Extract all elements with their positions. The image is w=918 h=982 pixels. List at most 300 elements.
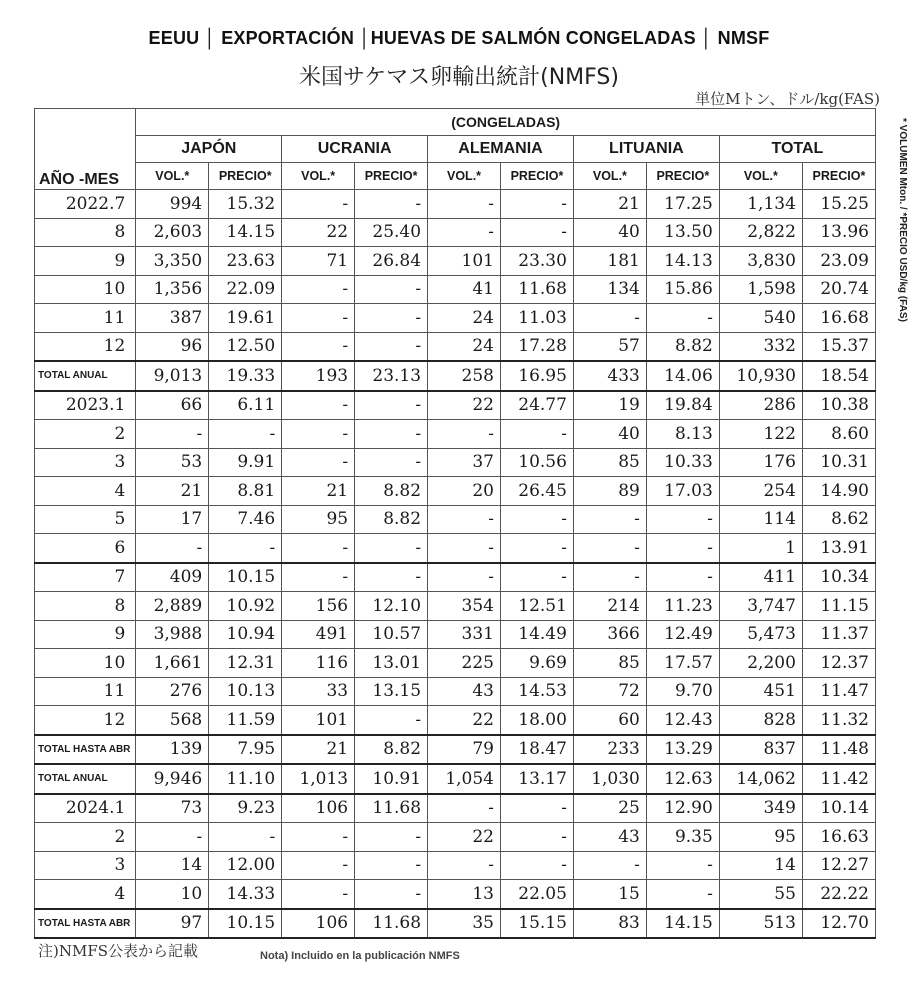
price-cell: 13.01 <box>355 649 428 678</box>
price-cell: 11.10 <box>209 764 282 794</box>
row-label: 12 <box>35 706 136 735</box>
volume-cell: 106 <box>282 794 355 823</box>
table-row <box>35 823 876 852</box>
price-cell: 7.46 <box>209 505 282 534</box>
volume-cell: 21 <box>573 190 646 219</box>
price-cell: - <box>355 391 428 420</box>
price-cell: - <box>355 563 428 592</box>
table-row <box>35 448 876 477</box>
price-cell: 15.15 <box>501 909 574 939</box>
volume-cell: 95 <box>719 823 802 852</box>
row-label: 2023.1 <box>35 391 136 420</box>
price-cell: - <box>646 880 719 909</box>
volume-cell: 20 <box>428 477 501 506</box>
country-header: JAPÓN <box>136 136 282 163</box>
price-cell: - <box>646 851 719 880</box>
price-cell: - <box>355 851 428 880</box>
price-cell: 17.03 <box>646 477 719 506</box>
price-cell: 19.61 <box>209 304 282 333</box>
price-cell: - <box>355 304 428 333</box>
volume-cell: 258 <box>428 361 501 391</box>
volume-cell: 21 <box>282 477 355 506</box>
price-cell: - <box>501 794 574 823</box>
volume-cell: 1,598 <box>719 275 802 304</box>
volume-cell: 73 <box>136 794 209 823</box>
volume-cell: 3,747 <box>719 592 802 621</box>
volume-cell: 491 <box>282 620 355 649</box>
price-cell: 8.60 <box>802 420 875 449</box>
volume-cell: 17 <box>136 505 209 534</box>
volume-cell: 66 <box>136 391 209 420</box>
row-label: 11 <box>35 677 136 706</box>
volume-cell: 994 <box>136 190 209 219</box>
corner-header: AÑO -MES <box>35 109 136 190</box>
volume-cell: 193 <box>282 361 355 391</box>
volume-cell: 2,603 <box>136 218 209 247</box>
units-side-note: * VOLUMEN Mton. / *PRECIO USD/kg (FAS) <box>897 118 908 322</box>
table-row <box>35 218 876 247</box>
group-header: (CONGELADAS) <box>136 109 876 136</box>
row-label: 9 <box>35 247 136 276</box>
volume-cell: 1,013 <box>282 764 355 794</box>
price-cell: 12.70 <box>802 909 875 939</box>
price-cell: 10.34 <box>802 563 875 592</box>
total-row <box>35 909 876 939</box>
volume-cell: 14,062 <box>719 764 802 794</box>
row-label: 4 <box>35 477 136 506</box>
volume-cell: 15 <box>573 880 646 909</box>
price-cell: 12.31 <box>209 649 282 678</box>
price-cell: 14.15 <box>209 218 282 247</box>
price-cell: 9.91 <box>209 448 282 477</box>
table-row <box>35 592 876 621</box>
volume-cell: 40 <box>573 218 646 247</box>
volume-cell: 5,473 <box>719 620 802 649</box>
price-cell: 15.32 <box>209 190 282 219</box>
volume-cell: 60 <box>573 706 646 735</box>
volume-cell: 97 <box>136 909 209 939</box>
price-cell: - <box>355 275 428 304</box>
table-row <box>35 247 876 276</box>
volume-cell: - <box>282 304 355 333</box>
volume-cell: 332 <box>719 332 802 361</box>
price-cell: 23.13 <box>355 361 428 391</box>
price-cell: 20.74 <box>802 275 875 304</box>
price-cell: 8.82 <box>646 332 719 361</box>
unit-label: 単位Mトン、ドル/kg(FAS) <box>695 90 880 108</box>
price-cell: 23.09 <box>802 247 875 276</box>
price-header: PRECIO* <box>646 163 719 190</box>
row-label: 9 <box>35 620 136 649</box>
volume-cell: - <box>428 794 501 823</box>
volume-cell: 3,988 <box>136 620 209 649</box>
price-cell: 13.96 <box>802 218 875 247</box>
total-row <box>35 361 876 391</box>
country-header-row <box>35 136 876 163</box>
volume-cell: 837 <box>719 735 802 765</box>
price-cell: 24.77 <box>501 391 574 420</box>
volume-cell: 1,134 <box>719 190 802 219</box>
volume-cell: 71 <box>282 247 355 276</box>
volume-cell: 433 <box>573 361 646 391</box>
price-cell: 16.63 <box>802 823 875 852</box>
price-cell: 14.53 <box>501 677 574 706</box>
volume-cell: 43 <box>573 823 646 852</box>
price-cell: 11.68 <box>355 909 428 939</box>
volume-cell: 10 <box>136 880 209 909</box>
price-cell: 25.40 <box>355 218 428 247</box>
price-cell: 12.49 <box>646 620 719 649</box>
price-cell: 16.68 <box>802 304 875 333</box>
price-cell: 7.95 <box>209 735 282 765</box>
volume-cell: 225 <box>428 649 501 678</box>
price-cell: - <box>501 563 574 592</box>
total-row <box>35 735 876 765</box>
volume-cell: - <box>573 534 646 563</box>
volume-cell: 3,830 <box>719 247 802 276</box>
table-row <box>35 420 876 449</box>
price-cell: 13.15 <box>355 677 428 706</box>
price-cell: - <box>501 534 574 563</box>
price-cell: - <box>501 420 574 449</box>
price-cell: 14.06 <box>646 361 719 391</box>
volume-cell: 83 <box>573 909 646 939</box>
row-label: 2024.1 <box>35 794 136 823</box>
price-cell: 10.94 <box>209 620 282 649</box>
volume-header: VOL.* <box>719 163 802 190</box>
price-cell: 15.25 <box>802 190 875 219</box>
row-label: 3 <box>35 851 136 880</box>
price-cell: 22.05 <box>501 880 574 909</box>
price-cell: 12.43 <box>646 706 719 735</box>
row-label: 4 <box>35 880 136 909</box>
volume-cell: 14 <box>719 851 802 880</box>
volume-cell: - <box>136 534 209 563</box>
volume-cell: 40 <box>573 420 646 449</box>
price-cell: 13.17 <box>501 764 574 794</box>
price-cell: - <box>355 534 428 563</box>
volume-header: VOL.* <box>573 163 646 190</box>
price-cell: 22.22 <box>802 880 875 909</box>
price-cell: 10.14 <box>802 794 875 823</box>
volume-cell: 24 <box>428 304 501 333</box>
table-row <box>35 391 876 420</box>
price-cell: - <box>355 880 428 909</box>
price-cell: 10.31 <box>802 448 875 477</box>
volume-cell: 349 <box>719 794 802 823</box>
table-row <box>35 649 876 678</box>
row-label: 11 <box>35 304 136 333</box>
table-row <box>35 275 876 304</box>
price-cell: 10.15 <box>209 563 282 592</box>
volume-cell: 79 <box>428 735 501 765</box>
volume-cell: 1,054 <box>428 764 501 794</box>
volume-cell: - <box>282 275 355 304</box>
volume-cell: 513 <box>719 909 802 939</box>
price-cell: 14.13 <box>646 247 719 276</box>
volume-cell: 9,013 <box>136 361 209 391</box>
total-row <box>35 764 876 794</box>
price-cell: 14.15 <box>646 909 719 939</box>
price-cell: 12.50 <box>209 332 282 361</box>
row-label: 3 <box>35 448 136 477</box>
volume-cell: 354 <box>428 592 501 621</box>
volume-cell: 411 <box>719 563 802 592</box>
row-label: TOTAL ANUAL <box>35 764 136 794</box>
table-row <box>35 677 876 706</box>
volume-cell: 72 <box>573 677 646 706</box>
price-cell: 26.45 <box>501 477 574 506</box>
volume-cell: - <box>282 391 355 420</box>
price-cell: - <box>355 706 428 735</box>
volume-cell: 828 <box>719 706 802 735</box>
country-header: UCRANIA <box>282 136 428 163</box>
volume-cell: 85 <box>573 448 646 477</box>
volume-cell: 276 <box>136 677 209 706</box>
price-cell: 11.68 <box>355 794 428 823</box>
volume-cell: 41 <box>428 275 501 304</box>
volume-cell: - <box>428 505 501 534</box>
table-row <box>35 563 876 592</box>
volume-cell: 14 <box>136 851 209 880</box>
price-cell: - <box>646 563 719 592</box>
price-cell: 14.33 <box>209 880 282 909</box>
price-cell: - <box>355 823 428 852</box>
country-header: ALEMANIA <box>428 136 574 163</box>
price-cell: 10.15 <box>209 909 282 939</box>
price-cell: 10.57 <box>355 620 428 649</box>
price-cell: 11.32 <box>802 706 875 735</box>
volume-cell: 409 <box>136 563 209 592</box>
price-cell: 23.30 <box>501 247 574 276</box>
table-row <box>35 620 876 649</box>
row-label: 8 <box>35 592 136 621</box>
volume-cell: - <box>282 563 355 592</box>
price-cell: 6.11 <box>209 391 282 420</box>
price-cell: 11.15 <box>802 592 875 621</box>
table-row <box>35 851 876 880</box>
volume-cell: 101 <box>428 247 501 276</box>
price-cell: 11.48 <box>802 735 875 765</box>
price-cell: - <box>501 218 574 247</box>
row-label: TOTAL HASTA ABR <box>35 735 136 765</box>
volume-cell: - <box>428 420 501 449</box>
volume-cell: 106 <box>282 909 355 939</box>
price-cell: 8.81 <box>209 477 282 506</box>
price-cell: - <box>646 304 719 333</box>
volume-cell: 95 <box>282 505 355 534</box>
price-cell: 15.37 <box>802 332 875 361</box>
price-header: PRECIO* <box>209 163 282 190</box>
row-label: 12 <box>35 332 136 361</box>
price-cell: 17.28 <box>501 332 574 361</box>
volume-cell: - <box>282 448 355 477</box>
price-cell: - <box>646 534 719 563</box>
table-row <box>35 706 876 735</box>
table-row <box>35 304 876 333</box>
price-cell: 8.82 <box>355 735 428 765</box>
page-title: EEUU │ EXPORTACIÓN │HUEVAS DE SALMÓN CONGELADAS │ NMSF <box>148 28 770 48</box>
price-cell: 8.82 <box>355 505 428 534</box>
price-cell: 10.38 <box>802 391 875 420</box>
price-cell: 19.84 <box>646 391 719 420</box>
volume-cell: - <box>282 880 355 909</box>
price-cell: 12.10 <box>355 592 428 621</box>
price-cell: 13.29 <box>646 735 719 765</box>
volume-cell: 122 <box>719 420 802 449</box>
volume-cell: 176 <box>719 448 802 477</box>
price-cell: 14.90 <box>802 477 875 506</box>
price-cell: 10.91 <box>355 764 428 794</box>
price-cell: 8.62 <box>802 505 875 534</box>
price-cell: 12.37 <box>802 649 875 678</box>
volume-cell: 233 <box>573 735 646 765</box>
subheader-row <box>35 163 876 190</box>
volume-cell: 451 <box>719 677 802 706</box>
price-header: PRECIO* <box>501 163 574 190</box>
volume-cell: - <box>573 563 646 592</box>
price-cell: - <box>355 420 428 449</box>
volume-cell: 96 <box>136 332 209 361</box>
volume-cell: - <box>573 851 646 880</box>
price-cell: 22.09 <box>209 275 282 304</box>
price-cell: 10.56 <box>501 448 574 477</box>
volume-cell: 1,030 <box>573 764 646 794</box>
volume-cell: - <box>282 534 355 563</box>
price-cell: 12.63 <box>646 764 719 794</box>
volume-cell: 181 <box>573 247 646 276</box>
volume-cell: 35 <box>428 909 501 939</box>
volume-cell: - <box>428 851 501 880</box>
volume-cell: 2,200 <box>719 649 802 678</box>
row-label: TOTAL HASTA ABR <box>35 909 136 939</box>
price-cell: 9.23 <box>209 794 282 823</box>
volume-cell: 114 <box>719 505 802 534</box>
footnote-japanese: 注)NMFS公表から記載 <box>38 942 199 960</box>
volume-header: VOL.* <box>428 163 501 190</box>
volume-cell: 286 <box>719 391 802 420</box>
volume-cell: 366 <box>573 620 646 649</box>
price-cell: 10.13 <box>209 677 282 706</box>
volume-cell: 22 <box>428 391 501 420</box>
row-label: 10 <box>35 649 136 678</box>
volume-cell: - <box>573 304 646 333</box>
row-label: 10 <box>35 275 136 304</box>
volume-cell: 1 <box>719 534 802 563</box>
volume-cell: - <box>282 332 355 361</box>
price-cell: 18.00 <box>501 706 574 735</box>
volume-cell: - <box>282 851 355 880</box>
volume-cell: 19 <box>573 391 646 420</box>
volume-cell: 331 <box>428 620 501 649</box>
price-cell: - <box>355 448 428 477</box>
table-row <box>35 477 876 506</box>
row-label: 2 <box>35 420 136 449</box>
volume-cell: - <box>136 823 209 852</box>
country-header: LITUANIA <box>573 136 719 163</box>
volume-cell: 116 <box>282 649 355 678</box>
volume-cell: 55 <box>719 880 802 909</box>
price-header: PRECIO* <box>355 163 428 190</box>
japanese-title: 米国サケマス卵輸出統計(NMFS) <box>299 65 619 90</box>
volume-cell: 214 <box>573 592 646 621</box>
table-row <box>35 880 876 909</box>
price-cell: - <box>355 332 428 361</box>
price-cell: 13.91 <box>802 534 875 563</box>
volume-cell: 33 <box>282 677 355 706</box>
volume-cell: 2,889 <box>136 592 209 621</box>
row-label: 6 <box>35 534 136 563</box>
country-header: TOTAL <box>719 136 875 163</box>
volume-cell: 101 <box>282 706 355 735</box>
price-cell: 9.70 <box>646 677 719 706</box>
volume-cell: 85 <box>573 649 646 678</box>
volume-cell: 21 <box>136 477 209 506</box>
price-cell: 23.63 <box>209 247 282 276</box>
price-cell: 18.47 <box>501 735 574 765</box>
price-cell: 10.33 <box>646 448 719 477</box>
price-cell: - <box>501 851 574 880</box>
volume-cell: 387 <box>136 304 209 333</box>
volume-cell: 13 <box>428 880 501 909</box>
volume-cell: - <box>282 190 355 219</box>
volume-cell: 540 <box>719 304 802 333</box>
price-cell: 11.37 <box>802 620 875 649</box>
row-label: TOTAL ANUAL <box>35 361 136 391</box>
volume-cell: 2,822 <box>719 218 802 247</box>
volume-cell: - <box>136 420 209 449</box>
price-cell: 8.13 <box>646 420 719 449</box>
table-row <box>35 332 876 361</box>
volume-cell: 134 <box>573 275 646 304</box>
row-label: 7 <box>35 563 136 592</box>
price-cell: 9.35 <box>646 823 719 852</box>
price-cell: 11.47 <box>802 677 875 706</box>
price-cell: 26.84 <box>355 247 428 276</box>
volume-cell: 22 <box>428 823 501 852</box>
volume-cell: - <box>428 218 501 247</box>
price-cell: 15.86 <box>646 275 719 304</box>
volume-cell: 254 <box>719 477 802 506</box>
row-label: 8 <box>35 218 136 247</box>
price-cell: 17.57 <box>646 649 719 678</box>
price-cell: 8.82 <box>355 477 428 506</box>
volume-cell: 1,661 <box>136 649 209 678</box>
row-label: 2 <box>35 823 136 852</box>
volume-cell: - <box>282 420 355 449</box>
volume-cell: 3,350 <box>136 247 209 276</box>
volume-cell: 22 <box>282 218 355 247</box>
price-cell: - <box>646 505 719 534</box>
price-cell: 11.68 <box>501 275 574 304</box>
price-cell: 12.90 <box>646 794 719 823</box>
volume-cell: 139 <box>136 735 209 765</box>
volume-cell: 156 <box>282 592 355 621</box>
price-cell: 16.95 <box>501 361 574 391</box>
volume-cell: - <box>282 823 355 852</box>
price-cell: - <box>209 420 282 449</box>
price-cell: - <box>209 823 282 852</box>
volume-header: VOL.* <box>136 163 209 190</box>
row-label: 2022.7 <box>35 190 136 219</box>
volume-cell: 9,946 <box>136 764 209 794</box>
price-cell: - <box>501 823 574 852</box>
table-row <box>35 534 876 563</box>
price-cell: 17.25 <box>646 190 719 219</box>
volume-cell: 22 <box>428 706 501 735</box>
export-table <box>34 108 876 939</box>
volume-cell: 37 <box>428 448 501 477</box>
